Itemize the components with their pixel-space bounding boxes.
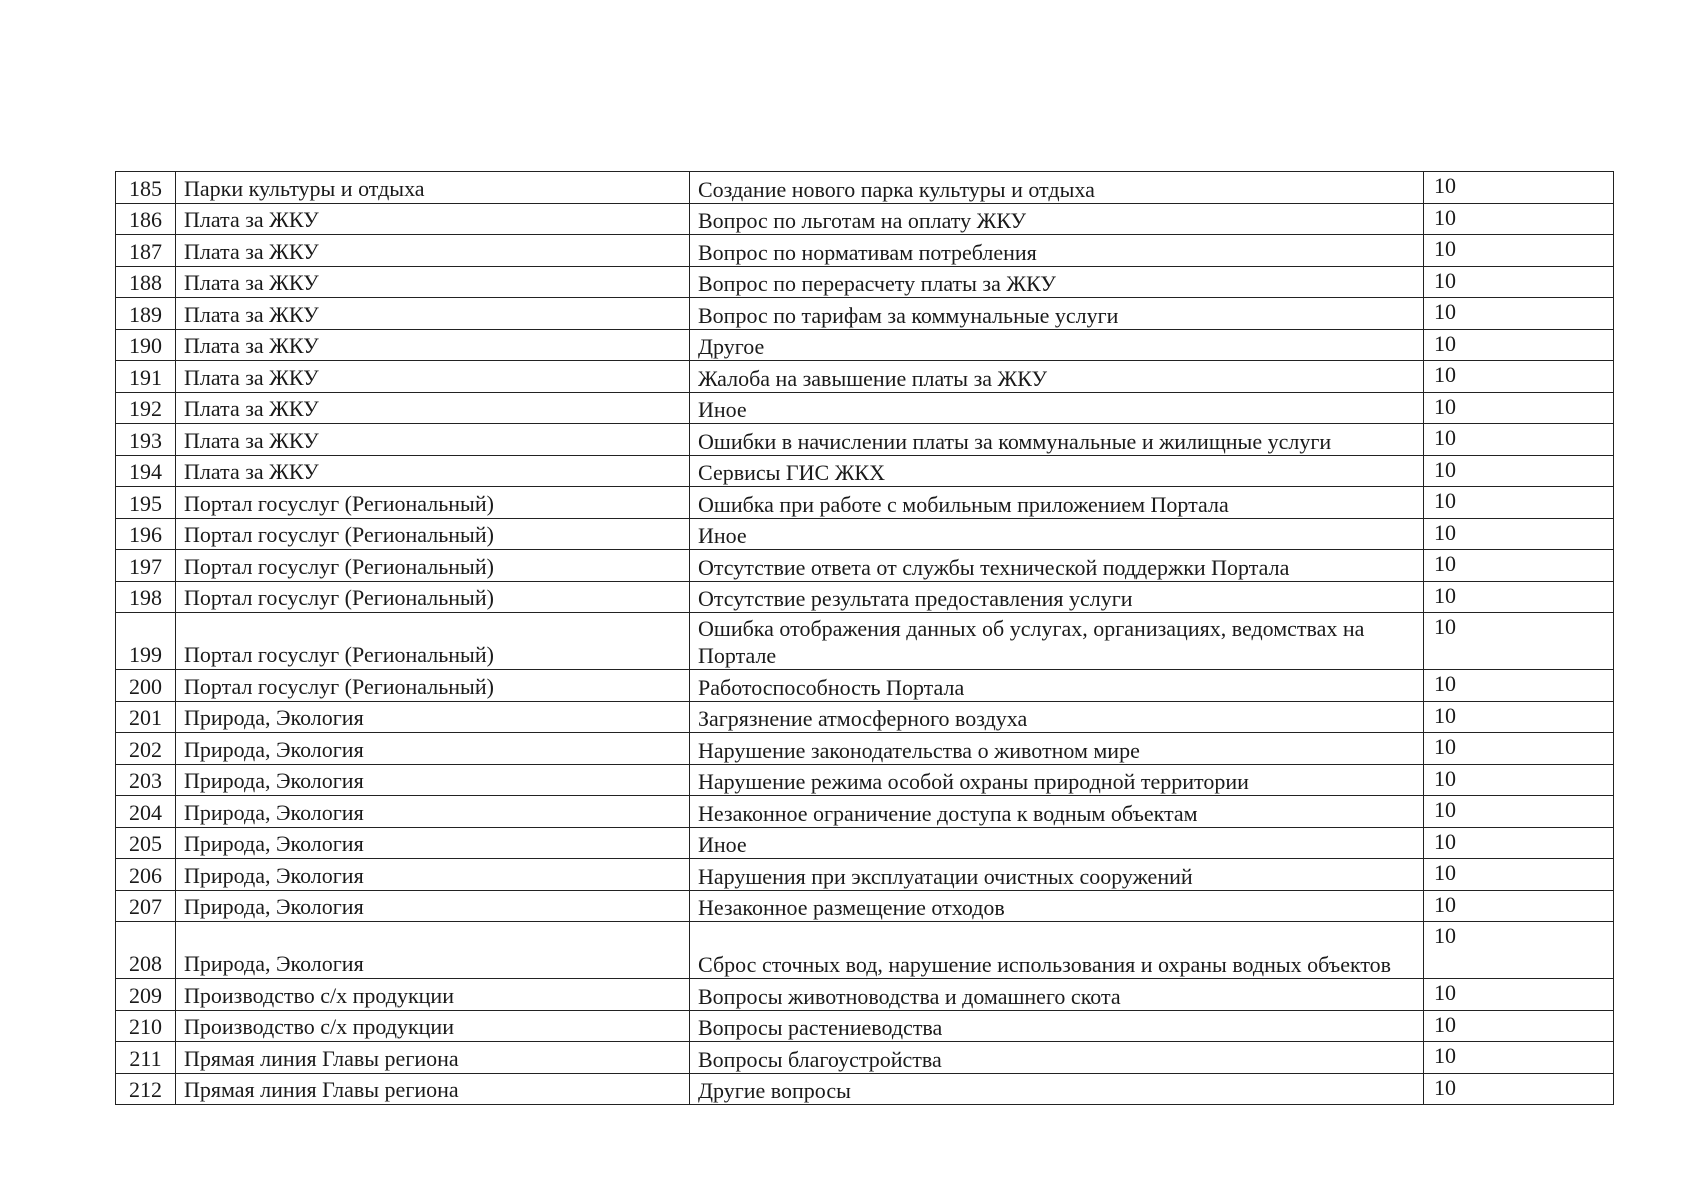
row-number-cell: 200 (116, 670, 176, 702)
row-number-cell: 208 (116, 922, 176, 979)
table-row (116, 235, 1614, 267)
value-cell: 10 (1424, 361, 1614, 393)
row-number-cell: 204 (116, 796, 176, 828)
description-cell: Вопрос по перерасчету платы за ЖКУ (690, 266, 1424, 298)
category-cell: Природа, Экология (176, 764, 690, 796)
table-row (116, 361, 1614, 393)
table-row (116, 455, 1614, 487)
description-cell: Нарушения при эксплуатации очистных сооружений (690, 859, 1424, 891)
row-number-cell: 189 (116, 298, 176, 330)
table-row (116, 796, 1614, 828)
description-cell: Создание нового парка культуры и отдыха (690, 172, 1424, 204)
category-cell: Портал госуслуг (Региональный) (176, 581, 690, 613)
category-cell: Прямая линия Главы региона (176, 1042, 690, 1074)
description-cell: Вопросы благоустройства (690, 1042, 1424, 1074)
value-cell: 10 (1424, 1010, 1614, 1042)
value-cell: 10 (1424, 701, 1614, 733)
table-row (116, 701, 1614, 733)
value-cell: 10 (1424, 764, 1614, 796)
category-cell: Природа, Экология (176, 701, 690, 733)
row-number-cell: 203 (116, 764, 176, 796)
table-row (116, 979, 1614, 1011)
category-cell: Природа, Экология (176, 859, 690, 891)
category-cell: Плата за ЖКУ (176, 235, 690, 267)
row-number-cell: 199 (116, 613, 176, 670)
description-cell: Незаконное ограничение доступа к водным объектам (690, 796, 1424, 828)
value-cell: 10 (1424, 581, 1614, 613)
table-row (116, 518, 1614, 550)
table-row (116, 424, 1614, 456)
table-row (116, 890, 1614, 922)
value-cell: 10 (1424, 266, 1614, 298)
category-cell: Производство с/х продукции (176, 979, 690, 1011)
table-row (116, 550, 1614, 582)
description-cell: Загрязнение атмосферного воздуха (690, 701, 1424, 733)
description-cell: Работоспособность Портала (690, 670, 1424, 702)
value-cell: 10 (1424, 796, 1614, 828)
description-cell: Другие вопросы (690, 1073, 1424, 1105)
table-row (116, 1073, 1614, 1105)
table-row (116, 764, 1614, 796)
category-cell: Природа, Экология (176, 733, 690, 765)
table-body (116, 172, 1614, 1105)
row-number-cell: 207 (116, 890, 176, 922)
row-number-cell: 209 (116, 979, 176, 1011)
description-cell: Нарушение законодательства о животном мире (690, 733, 1424, 765)
table-row (116, 859, 1614, 891)
category-cell: Плата за ЖКУ (176, 203, 690, 235)
category-cell: Производство с/х продукции (176, 1010, 690, 1042)
row-number-cell: 196 (116, 518, 176, 550)
description-cell: Ошибки в начислении платы за коммунальные и жилищные услуги (690, 424, 1424, 456)
value-cell: 10 (1424, 518, 1614, 550)
category-cell: Природа, Экология (176, 890, 690, 922)
row-number-cell: 197 (116, 550, 176, 582)
row-number-cell: 193 (116, 424, 176, 456)
value-cell: 10 (1424, 550, 1614, 582)
value-cell: 10 (1424, 922, 1614, 979)
row-number-cell: 206 (116, 859, 176, 891)
value-cell: 10 (1424, 979, 1614, 1011)
category-cell: Портал госуслуг (Региональный) (176, 518, 690, 550)
description-cell: Жалоба на завышение платы за ЖКУ (690, 361, 1424, 393)
table-row (116, 1042, 1614, 1074)
category-cell: Природа, Экология (176, 827, 690, 859)
value-cell: 10 (1424, 859, 1614, 891)
row-number-cell: 192 (116, 392, 176, 424)
description-cell: Сброс сточных вод, нарушение использования и охраны водных объектов (690, 922, 1424, 979)
table-row (116, 266, 1614, 298)
category-cell: Портал госуслуг (Региональный) (176, 550, 690, 582)
value-cell: 10 (1424, 890, 1614, 922)
category-cell: Прямая линия Главы региона (176, 1073, 690, 1105)
category-cell: Плата за ЖКУ (176, 329, 690, 361)
value-cell: 10 (1424, 298, 1614, 330)
row-number-cell: 198 (116, 581, 176, 613)
row-number-cell: 185 (116, 172, 176, 204)
table-row (116, 827, 1614, 859)
value-cell: 10 (1424, 827, 1614, 859)
description-cell: Ошибка отображения данных об услугах, организациях, ведомствах на Портале (690, 613, 1424, 670)
row-number-cell: 210 (116, 1010, 176, 1042)
table-row (116, 172, 1614, 204)
category-cell: Плата за ЖКУ (176, 455, 690, 487)
table-row (116, 613, 1614, 670)
category-cell: Парки культуры и отдыха (176, 172, 690, 204)
row-number-cell: 201 (116, 701, 176, 733)
table-row (116, 392, 1614, 424)
category-cell: Плата за ЖКУ (176, 392, 690, 424)
table-row (116, 487, 1614, 519)
row-number-cell: 186 (116, 203, 176, 235)
description-cell: Незаконное размещение отходов (690, 890, 1424, 922)
category-cell: Плата за ЖКУ (176, 361, 690, 393)
description-cell: Нарушение режима особой охраны природной территории (690, 764, 1424, 796)
description-cell: Вопрос по льготам на оплату ЖКУ (690, 203, 1424, 235)
value-cell: 10 (1424, 424, 1614, 456)
category-cell: Портал госуслуг (Региональный) (176, 670, 690, 702)
category-cell: Плата за ЖКУ (176, 424, 690, 456)
row-number-cell: 211 (116, 1042, 176, 1074)
table-row (116, 203, 1614, 235)
row-number-cell: 195 (116, 487, 176, 519)
table-row (116, 733, 1614, 765)
table-row (116, 922, 1614, 979)
description-cell: Вопрос по нормативам потребления (690, 235, 1424, 267)
description-cell: Иное (690, 827, 1424, 859)
row-number-cell: 205 (116, 827, 176, 859)
value-cell: 10 (1424, 329, 1614, 361)
category-cell: Природа, Экология (176, 796, 690, 828)
value-cell: 10 (1424, 235, 1614, 267)
description-cell: Вопросы животноводства и домашнего скота (690, 979, 1424, 1011)
value-cell: 10 (1424, 455, 1614, 487)
description-cell: Отсутствие результата предоставления услуги (690, 581, 1424, 613)
table-row (116, 329, 1614, 361)
value-cell: 10 (1424, 670, 1614, 702)
description-cell: Иное (690, 392, 1424, 424)
category-cell: Плата за ЖКУ (176, 298, 690, 330)
description-cell: Иное (690, 518, 1424, 550)
value-cell: 10 (1424, 1073, 1614, 1105)
description-cell: Ошибка при работе с мобильным приложением Портала (690, 487, 1424, 519)
description-cell: Вопросы растениеводства (690, 1010, 1424, 1042)
value-cell: 10 (1424, 172, 1614, 204)
table-row (116, 670, 1614, 702)
description-cell: Другое (690, 329, 1424, 361)
row-number-cell: 190 (116, 329, 176, 361)
value-cell: 10 (1424, 733, 1614, 765)
row-number-cell: 194 (116, 455, 176, 487)
row-number-cell: 202 (116, 733, 176, 765)
description-cell: Вопрос по тарифам за коммунальные услуги (690, 298, 1424, 330)
value-cell: 10 (1424, 487, 1614, 519)
table-row (116, 298, 1614, 330)
table-row (116, 1010, 1614, 1042)
row-number-cell: 188 (116, 266, 176, 298)
value-cell: 10 (1424, 1042, 1614, 1074)
description-cell: Отсутствие ответа от службы технической поддержки Портала (690, 550, 1424, 582)
row-number-cell: 187 (116, 235, 176, 267)
category-cell: Портал госуслуг (Региональный) (176, 487, 690, 519)
row-number-cell: 191 (116, 361, 176, 393)
value-cell: 10 (1424, 392, 1614, 424)
category-cell: Природа, Экология (176, 922, 690, 979)
row-number-cell: 212 (116, 1073, 176, 1105)
category-cell: Портал госуслуг (Региональный) (176, 613, 690, 670)
table-row (116, 581, 1614, 613)
description-cell: Сервисы ГИС ЖКХ (690, 455, 1424, 487)
value-cell: 10 (1424, 203, 1614, 235)
value-cell: 10 (1424, 613, 1614, 670)
category-cell: Плата за ЖКУ (176, 266, 690, 298)
document-table (115, 171, 1614, 1105)
